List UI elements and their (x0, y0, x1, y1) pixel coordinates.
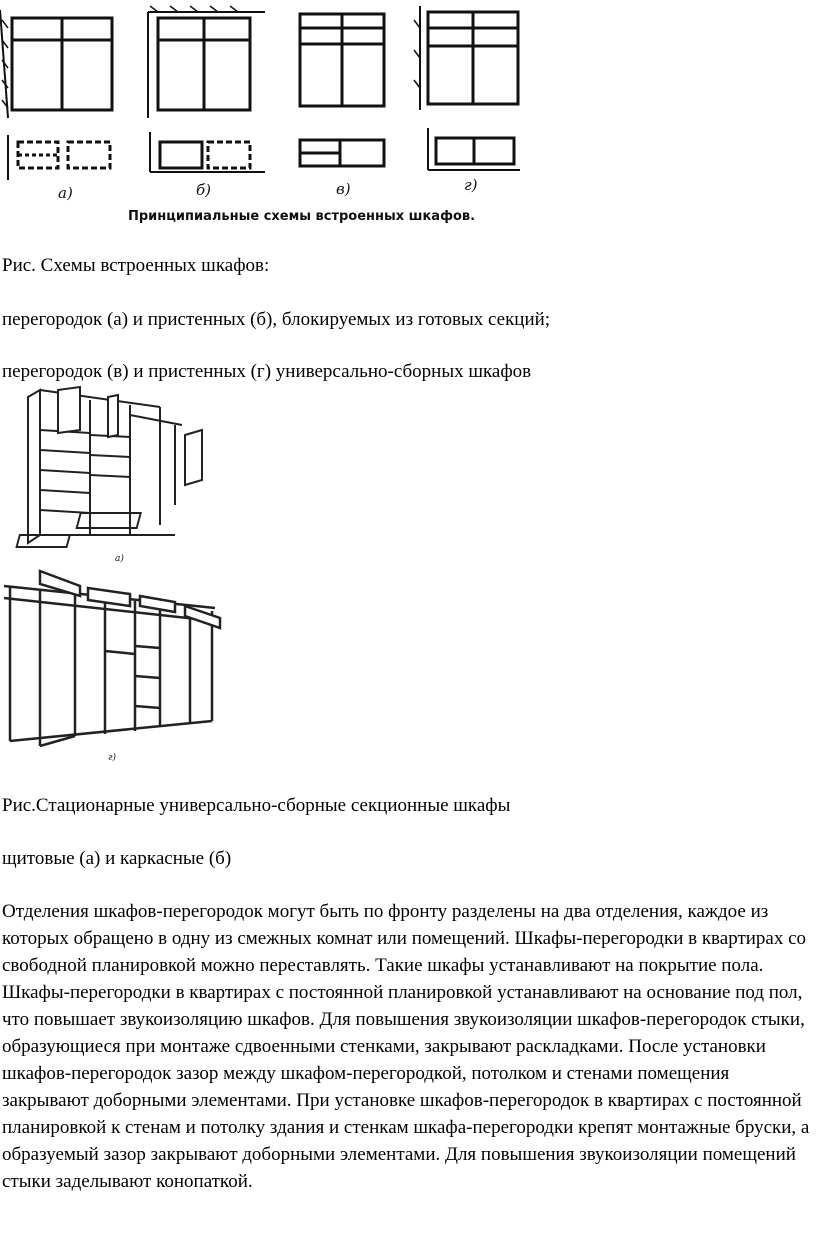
label-frame-b: г) (108, 753, 117, 763)
figure-builtin-schemes (0, 0, 530, 230)
frame-wardrobe-drawing (0, 566, 230, 766)
panel-wardrobe-drawing (10, 385, 220, 570)
inner-caption: Принципиальные схемы встроенных шкафов. (128, 209, 476, 224)
caption2-line1: щитовые (а) и каркасные (б) (2, 848, 232, 869)
caption1-title: Рис. Схемы встроенных шкафов: (2, 255, 270, 276)
label-v: в) (336, 180, 351, 198)
label-panel-a: а) (115, 554, 124, 564)
figure-frame-wardrobe (0, 566, 230, 766)
schemes-drawing (0, 0, 530, 230)
caption2-title: Рис.Стационарные универсально-сборные секционные шкафы (2, 795, 511, 816)
caption1-line1: перегородок (а) и пристенных (б), блокируемых из готовых секций; (2, 309, 551, 330)
label-g: г) (464, 176, 478, 194)
body-paragraph: Отделения шкафов-перегородок могут быть по фронту разделены на два отделения, каждое из которых обращено в одну из смежных комнат или помещений. Шкафы-перегородки в квартирах со свободной планировкой можно переставлять. Такие шкафы устанавливают на покрытие пола. Шкафы-перегородки в квартирах с постоянной планировкой устанавливают на основание под пол, что повышает звукоизоляцию шкафов. Для повышения звукоизоляции шкафов-перегородок стыки, образующиеся при монтаже сдвоенными стенками, закрывают раскладками. После установки шкафов-перегородок зазор между шкафом-перегородкой, потолком и стенами помещения закрывают доборными элементами. При установке шкафов-перегородок в квартирах с постоянной планировкой к стенам и потолку здания и стенкам шкафа-перегородки крепят монтажные бруски, а образуемый зазор закрывают доборными элементами. Для повышения звукоизоляции помещений стыки заделывают конопаткой. (2, 901, 810, 1192)
label-b: б) (196, 181, 212, 199)
figure-panel-wardrobe (10, 385, 220, 570)
label-a: а) (58, 184, 73, 202)
caption1-line2: перегородок (в) и пристенных (г) универсально-сборных шкафов (2, 361, 532, 382)
